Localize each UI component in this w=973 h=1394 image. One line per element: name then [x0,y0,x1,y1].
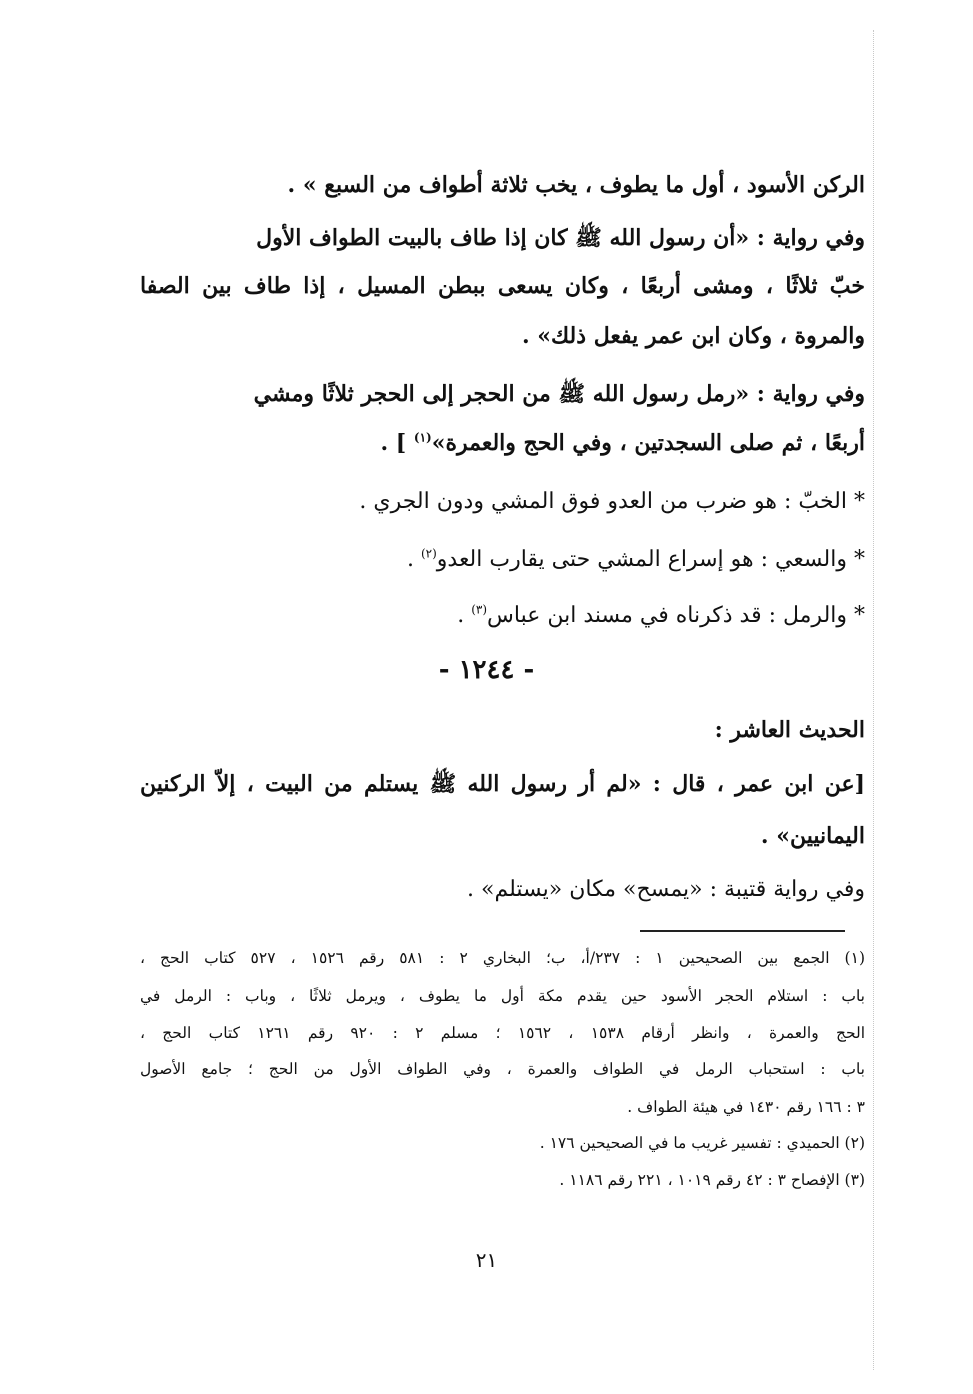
footnote-3: (٣) الإفصاح ٣ : ٤٢ رقم ١٠١٩ ، ٢٢١ رقم ١١٨٦ . [559,1171,865,1189]
hadith-line-2: اليمانيين» . [760,823,865,849]
footnote-ref-3: (٣) [471,602,488,617]
footnote-ref-2: (٢) [420,546,437,561]
footnote-1-line-1: (١) الجمع بين الصحيحين ١ : ٢٣٧/أ، ب؛ البخاري ٢ : ٥٨١ رقم ١٥٢٦ ، ٥٢٧ كتاب الحج ، [140,949,865,967]
footnotes [140,0,865,1200]
gloss-raml-text: * والرمل : قد ذكرناه في مسند ابن عباس [487,603,865,628]
hadith-line-3: وفي رواية قتيبة : «يمسح» مكان «يستلم» . [467,877,865,902]
paragraph-2-line-1: وفي رواية : «أن رسول الله ﷺ كان إذا طاف بالبيت الطواف الأول [256,225,865,251]
paragraph-3-line-1: وفي رواية : «رمل رسول الله ﷺ من الحجر إلى الحجر ثلاثًا ومشي [253,381,865,407]
hadith-heading: الحديث العاشر : [714,717,865,743]
footnote-1-line-5: ٣ : ١٦٦ رقم ١٤٣٠ في هيئة الطواف . [627,1098,865,1116]
paragraph-3-line-2-text: أربعًا ، ثم صلى السجدتين ، وفي الحج والعمرة» [431,430,865,456]
footnote-1-line-2: باب : استلام الحجر الأسود حين يقدم مكة أول ما يطوف ، ويرمل ثلاثًا ، وباب : الرمل في [140,987,865,1005]
paragraph-2-line-3: والمروة ، وكان ابن عمر يفعل ذلك» . [521,323,865,349]
footnote-ref-1: (١) [413,430,432,445]
footnote-1-line-3: الحج والعمرة ، وانظر أرقام ١٥٣٨ ، ١٥٦٢ ؛ مسلم ٢ : ٩٢٠ رقم ١٢٦١ كتاب الحج ، [140,1024,866,1042]
page-number: ٢١ [475,1248,498,1272]
bracket-close: ] . [380,430,414,456]
page-edge-mark [873,30,874,1370]
hadith-line-1: [عن ابن عمر ، قال : «لم أر رسول الله ﷺ يستلم من البيت ، إلاّ الركنين [140,771,865,797]
gloss-khabb: * الخبّ : هو ضرب من العدو فوق المشي ودون الجري . [359,489,865,514]
hadith-number: - ١٢٤٤ - [438,655,535,685]
gloss-raml-end: . [457,603,472,628]
paragraph-2-line-2: خبّ ثلاثًا ، ومشى أربعًا ، وكان يسعى ببطن المسيل ، إذا طاف بين الصفا [140,273,865,299]
gloss-saay-end: . [406,547,421,572]
footnote-1-line-4: باب : استحباب الرمل في الطواف والعمرة ، وفي الطواف الأول من الحج ؛ جامع الأصول [140,1060,865,1078]
paragraph-1-line-1: الركن الأسود ، أول ما يطوف ، يخب ثلاثة أطواف من السبع » . [287,172,865,198]
footnote-2: (٢) الحميدي : تفسير غريب ما في الصحيحين ١٧٦ . [539,1134,865,1152]
gloss-saay-text: * والسعي : هو إسراع المشي حتى يقارب العدو [436,547,865,572]
